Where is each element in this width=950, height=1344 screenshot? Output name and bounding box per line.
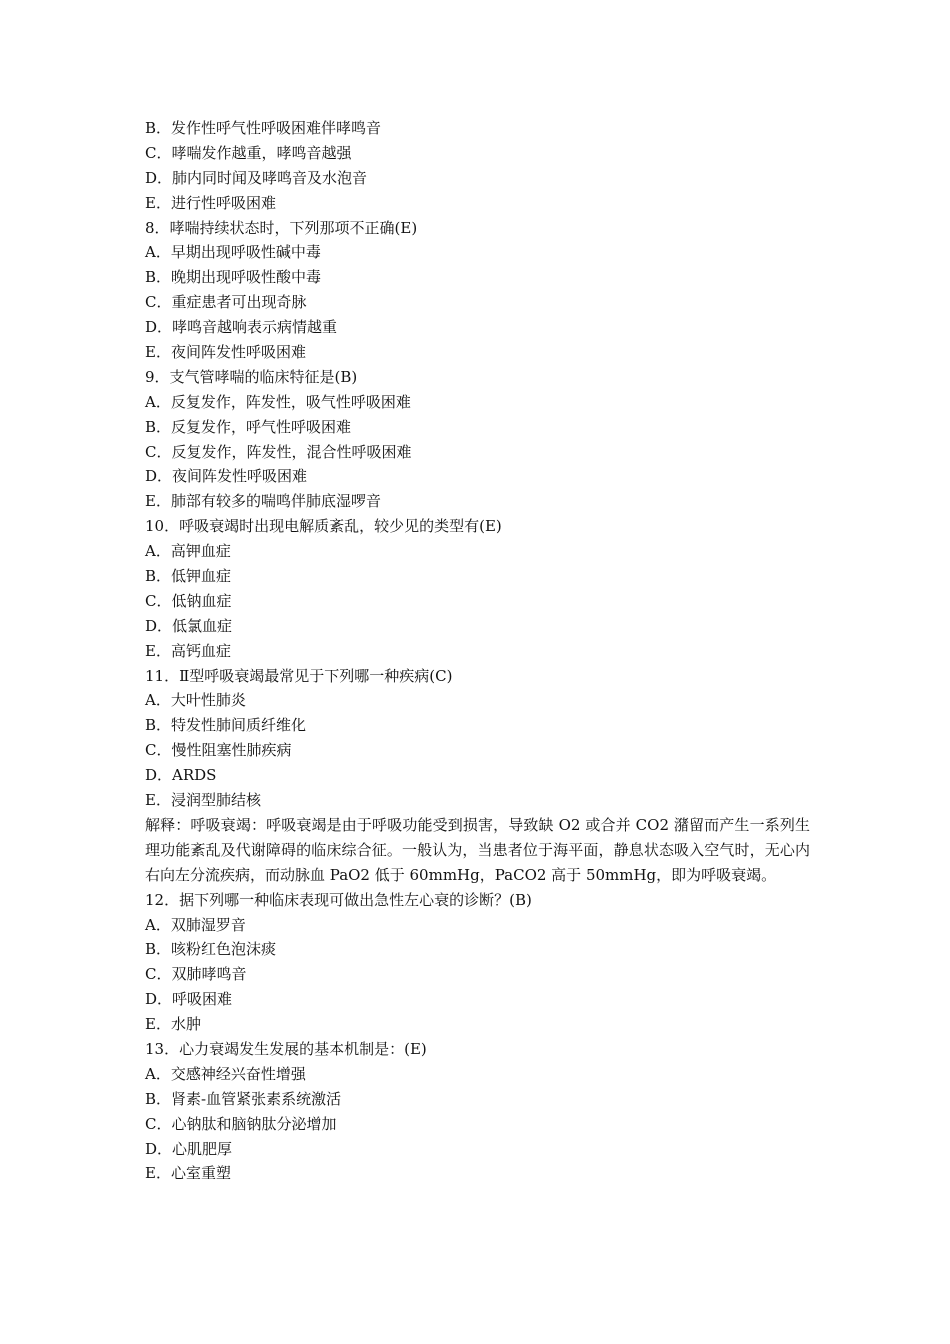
question-block [145, 116, 810, 813]
text-line: C．低钠血症 [145, 591, 232, 610]
text-line: C．重症患者可出现奇脉 [145, 293, 307, 312]
text-line: D．心肌肥厚 [145, 1139, 233, 1158]
text-line: E．浸润型肺结核 [145, 791, 261, 810]
document-body [145, 116, 810, 1186]
text-line: D．ARDS [145, 766, 217, 785]
text-line: A．大叶性肺炎 [145, 691, 246, 710]
text-line: 9．支气管哮喘的临床特征是(B) [145, 367, 358, 386]
text-line: B．咳粉红色泡沫痰 [145, 940, 277, 959]
text-line: C．双肺哮鸣音 [145, 965, 247, 984]
text-line: D．夜间阵发性呼吸困难 [145, 467, 308, 486]
text-line: 11．Ⅱ型呼吸衰竭最常见于下列哪一种疾病(C) [145, 666, 453, 685]
text-line: A．高钾血症 [145, 542, 231, 561]
text-line: D．低氯血症 [145, 616, 233, 635]
text-line: B．特发性肺间质纤维化 [145, 716, 307, 735]
text-line: E．夜间阵发性呼吸困难 [145, 343, 306, 362]
text-line: B．晚期出现呼吸性酸中毒 [145, 268, 322, 287]
text-line: C．慢性阻塞性肺疾病 [145, 741, 292, 760]
text-line: E．进行性呼吸困难 [145, 193, 276, 212]
text-line: 13．心力衰竭发生发展的基本机制是：(E) [145, 1040, 427, 1058]
text-line: E．心室重塑 [145, 1164, 231, 1183]
text-line: B．低钾血症 [145, 567, 232, 586]
text-line: E．高钙血症 [145, 641, 231, 660]
text-line: A．早期出现呼吸性碱中毒 [145, 243, 321, 262]
question-block [145, 888, 810, 1187]
explanation-paragraph: 解释：呼吸衰竭：呼吸衰竭是由于呼吸功能受到损害，导致缺 O2 或合并 CO2 潴留而产生一系列生理功能紊乱及代谢障碍的临床综合征。一般认为，当患者位于海平面，静息状态吸入空气时，无心内右向左分流疾病，而动脉血 PaO2 低于 60mmHg，PaCO2 高于 50mmHg，即为呼吸衰竭。 [145, 815, 810, 884]
text-line: C．反复发作，阵发性，混合性呼吸困难 [145, 442, 412, 461]
text-line: E．肺部有较多的喘鸣伴肺底湿啰音 [145, 492, 381, 511]
text-line: A．反复发作，阵发性，吸气性呼吸困难 [145, 392, 411, 411]
text-line: E．水肿 [145, 1015, 201, 1034]
text-line: C．哮喘发作越重，哮鸣音越强 [145, 143, 352, 162]
text-line: 10．呼吸衰竭时出现电解质紊乱，较少见的类型有(E) [145, 517, 502, 536]
text-line: C．心钠肽和脑钠肽分泌增加 [145, 1114, 337, 1133]
text-line: D．肺内同时闻及哮鸣音及水泡音 [145, 168, 368, 187]
text-line: 12．据下列哪一种临床表现可做出急性左心衰的诊断？(B) [145, 890, 532, 909]
text-line: 8．哮喘持续状态时，下列那项不正确(E) [145, 218, 418, 237]
text-line: D．哮鸣音越响表示病情越重 [145, 318, 338, 337]
text-line: B．反复发作，呼气性呼吸困难 [145, 417, 352, 436]
text-line: B．发作性呼气性呼吸困难伴哮鸣音 [145, 119, 382, 137]
text-line: A．交感神经兴奋性增强 [145, 1064, 306, 1083]
text-line: D．呼吸困难 [145, 990, 233, 1009]
text-line: B．肾素-血管紧张素系统激活 [145, 1089, 342, 1108]
text-line: A．双肺湿罗音 [145, 915, 246, 934]
